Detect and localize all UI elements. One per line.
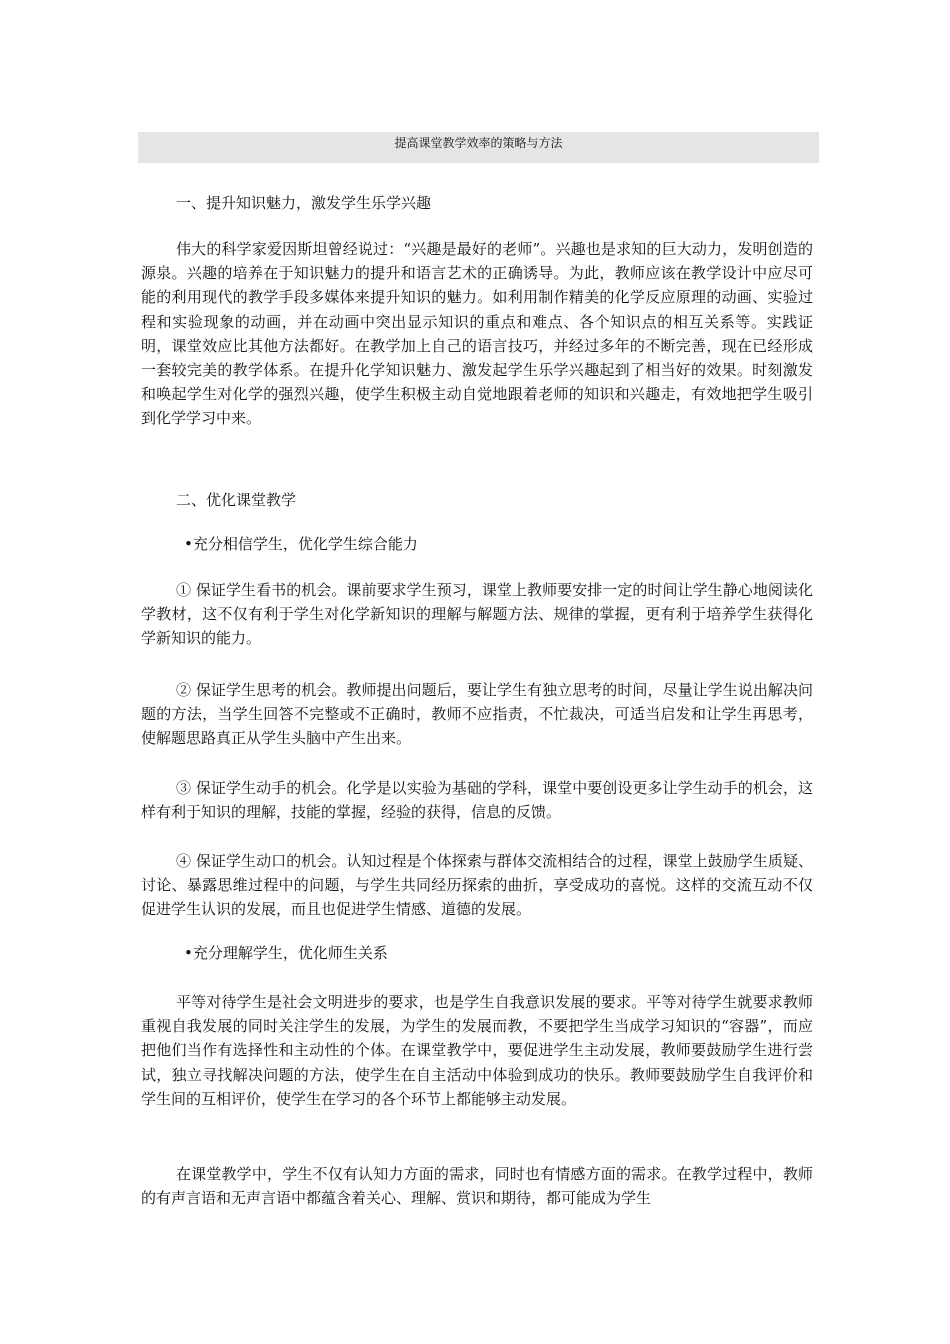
paragraph-emotional-needs: 在课堂教学中，学生不仅有认知力方面的需求，同时也有情感方面的需求。在教学过程中，教师的有声言语和无声言语中都蕴含着关心、理解、赏识和期待，都可能成为学生 <box>141 1165 813 1208</box>
document-title: 提高课堂教学效率的策略与方法 <box>138 132 819 163</box>
list-item-hands-on-opportunity: ③ 保证学生动手的机会。化学是以实验为基础的学科，课堂中要创设更多让学生动手的机会，这样有利于知识的理解，技能的掌握，经验的获得，信息的反馈。 <box>141 779 813 822</box>
paragraph-equal-treatment: 平等对待学生是社会文明进步的要求，也是学生自我意识发展的要求。平等对待学生就要求教师重视自我发展的同时关注学生的发展，为学生的发展而教，不要把学生当成学习知识的“容器”，而应把他们当作有选择性和主动性的个体。在课堂教学中，要促进学生主动发展，教师要鼓励学生进行尝试，独立寻找解决问题的方法，使学生在自主活动中体验到成功的快乐。教师要鼓励学生自我评价和学生间的互相评价，使学生在学习的各个环节上都能够主动发展。 <box>141 993 813 1108</box>
bullet-heading-understand-students: •充分理解学生，优化师生关系 <box>184 944 388 962</box>
section-heading-2: 二、优化课堂教学 <box>176 491 297 509</box>
bullet-heading-trust-students: •充分相信学生，优化学生综合能力 <box>184 535 418 553</box>
list-item-speaking-opportunity: ④ 保证学生动口的机会。认知过程是个体探索与群体交流相结合的过程，课堂上鼓励学生质疑、讨论、暴露思维过程中的问题，与学生共同经历探索的曲折，享受成功的喜悦。这样的交流互动不仅促进学生认识的发展，而且也促进学生情感、道德的发展。 <box>141 852 813 919</box>
paragraph-interest: 伟大的科学家爱因斯坦曾经说过：“兴趣是最好的老师”。兴趣也是求知的巨大动力，发明创造的源泉。兴趣的培养在于知识魅力的提升和语言艺术的正确诱导。为此，教师应该在教学设计中应尽可能的利用现代的教学手段多媒体来提升知识的魅力。如利用制作精美的化学反应原理的动画、实验过程和实验现象的动画，并在动画中突出显示知识的重点和难点、各个知识点的相互关系等。实践证明，课堂效应比其他方法都好。在教学加上自己的语言技巧，并经过多年的不断完善，现在已经形成一套较完美的教学体系。在提升化学知识魅力、激发起学生乐学兴趣起到了相当好的效果。时刻激发和唤起学生对化学的强烈兴趣，使学生积极主动自觉地跟着老师的知识和兴趣走，有效地把学生吸引到化学学习中来。 <box>141 240 813 428</box>
section-heading-1: 一、提升知识魅力，激发学生乐学兴趣 <box>176 194 432 212</box>
list-item-reading-opportunity: ① 保证学生看书的机会。课前要求学生预习，课堂上教师要安排一定的时间让学生静心地阅读化学教材，这不仅有利于学生对化学新知识的理解与解题方法、规律的掌握，更有利于培养学生获得化学新知识的能力。 <box>141 581 813 648</box>
list-item-thinking-opportunity: ② 保证学生思考的机会。教师提出问题后，要让学生有独立思考的时间，尽量让学生说出解决问题的方法，当学生回答不完整或不正确时，教师不应指责，不忙裁决，可适当启发和让学生再思考，使解题思路真正从学生头脑中产生出来。 <box>141 681 813 748</box>
